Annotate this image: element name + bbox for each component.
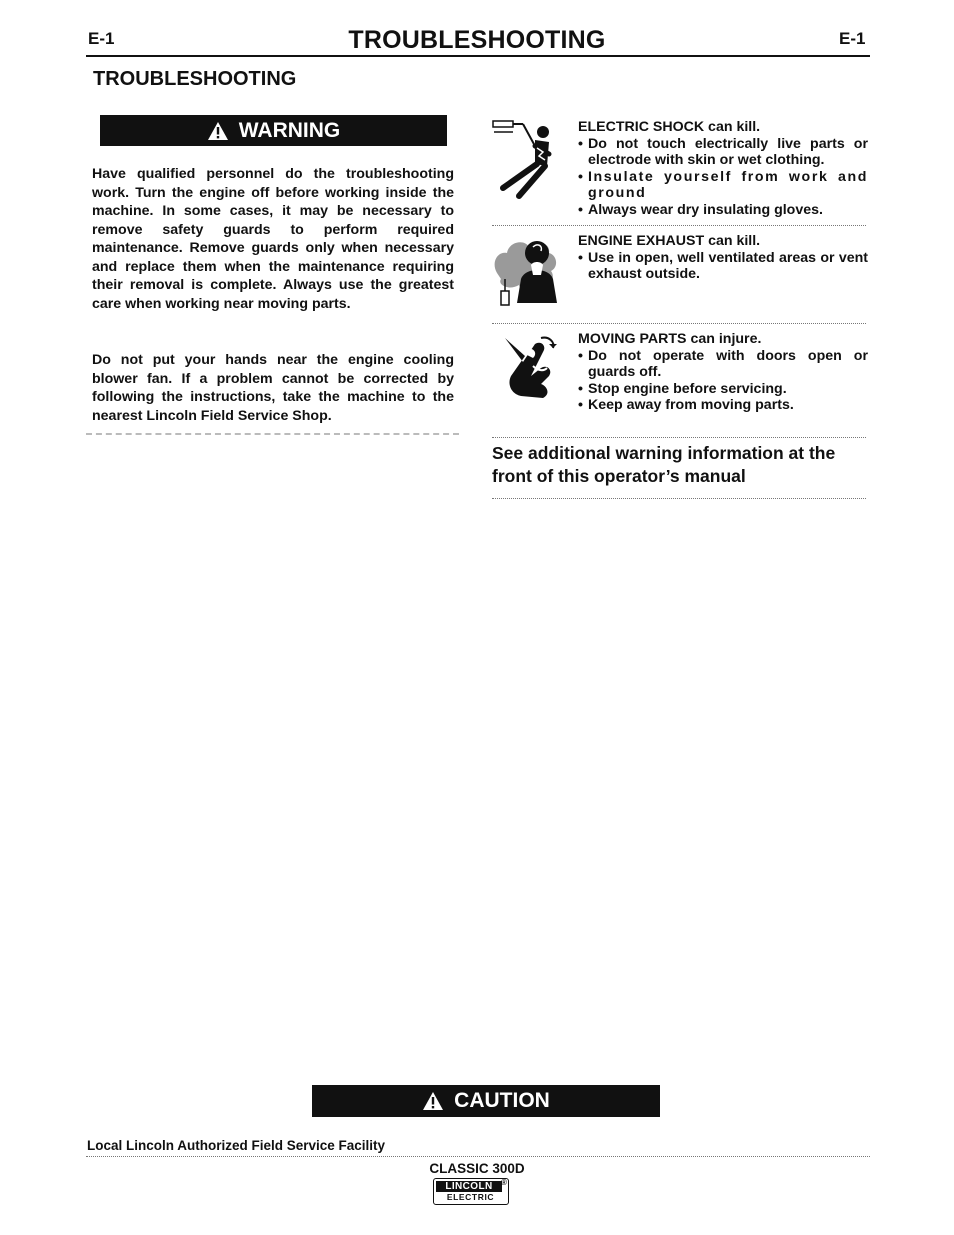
engine-exhaust-block — [578, 233, 868, 283]
list-item: • Use in open, well ventilated areas or vent exhaust outside. — [578, 250, 868, 283]
list-item: • Keep away from moving parts. — [578, 397, 868, 414]
hazard-list — [578, 348, 868, 414]
footer-rule — [86, 1156, 870, 1157]
warning-triangle-icon — [422, 1091, 444, 1111]
divider — [86, 433, 459, 435]
lincoln-electric-logo — [433, 1178, 509, 1205]
logo-bottom-text: ELECTRIC — [446, 1192, 495, 1202]
footer-text: Local Lincoln Authorized Field Service Facility — [87, 1138, 386, 1153]
electric-shock-icon — [491, 118, 559, 202]
model-name: CLASSIC 300D — [429, 1161, 525, 1176]
hazard-list — [578, 136, 868, 219]
caution-banner — [312, 1085, 660, 1117]
page-code-left: E-1 — [88, 29, 115, 48]
see-additional-note: See additional warning information at the front of this operator’s manual — [492, 443, 836, 486]
divider — [492, 498, 866, 499]
hazard-title: MOVING PARTS can injure. — [578, 331, 762, 347]
electric-shock-block — [578, 119, 868, 218]
warning-paragraph-1: Have qualified personnel do the troubleshooting work. Turn the engine off before working inside the machine. In some cases, it may be necessary to remove safety guards to perform required maintenance. Remove guards only when necessary and replace them when the maintenance requiring their removal is complete. Always use the greatest care when working near moving parts. — [92, 166, 454, 312]
hazard-title: ELECTRIC SHOCK can kill. — [578, 119, 761, 135]
warning-label: WARNING — [238, 118, 341, 142]
hazard-title: ENGINE EXHAUST can kill. — [578, 233, 761, 249]
divider — [492, 437, 866, 438]
hazard-list — [578, 250, 868, 283]
logo-top-text: LINCOLN — [436, 1181, 502, 1192]
warning-triangle-icon — [207, 121, 229, 141]
moving-parts-icon — [497, 332, 567, 402]
divider — [492, 323, 866, 324]
list-item: • Do not touch electrically live parts or electrode with skin or wet clothing. — [578, 136, 868, 169]
divider — [492, 225, 866, 226]
page-code-right: E-1 — [839, 29, 866, 48]
list-item: • Insulate yourself from work and ground — [578, 169, 868, 202]
page-title: TROUBLESHOOTING — [348, 26, 606, 54]
warning-banner — [100, 115, 447, 146]
list-item: • Stop engine before servicing. — [578, 381, 868, 398]
list-item: • Do not operate with doors open or guards off. — [578, 348, 868, 381]
caution-label: CAUTION — [454, 1089, 550, 1112]
warning-paragraph-2: Do not put your hands near the engine cooling blower fan. If a problem cannot be corrected by following the instructions, take the machine to the nearest Lincoln Field Service Shop. — [92, 352, 454, 424]
registered-mark: ® — [501, 1178, 507, 1187]
section-heading: TROUBLESHOOTING — [93, 68, 297, 90]
engine-exhaust-icon — [491, 233, 569, 313]
header-rule — [86, 55, 870, 57]
moving-parts-block — [578, 331, 868, 414]
list-item: • Always wear dry insulating gloves. — [578, 202, 868, 219]
